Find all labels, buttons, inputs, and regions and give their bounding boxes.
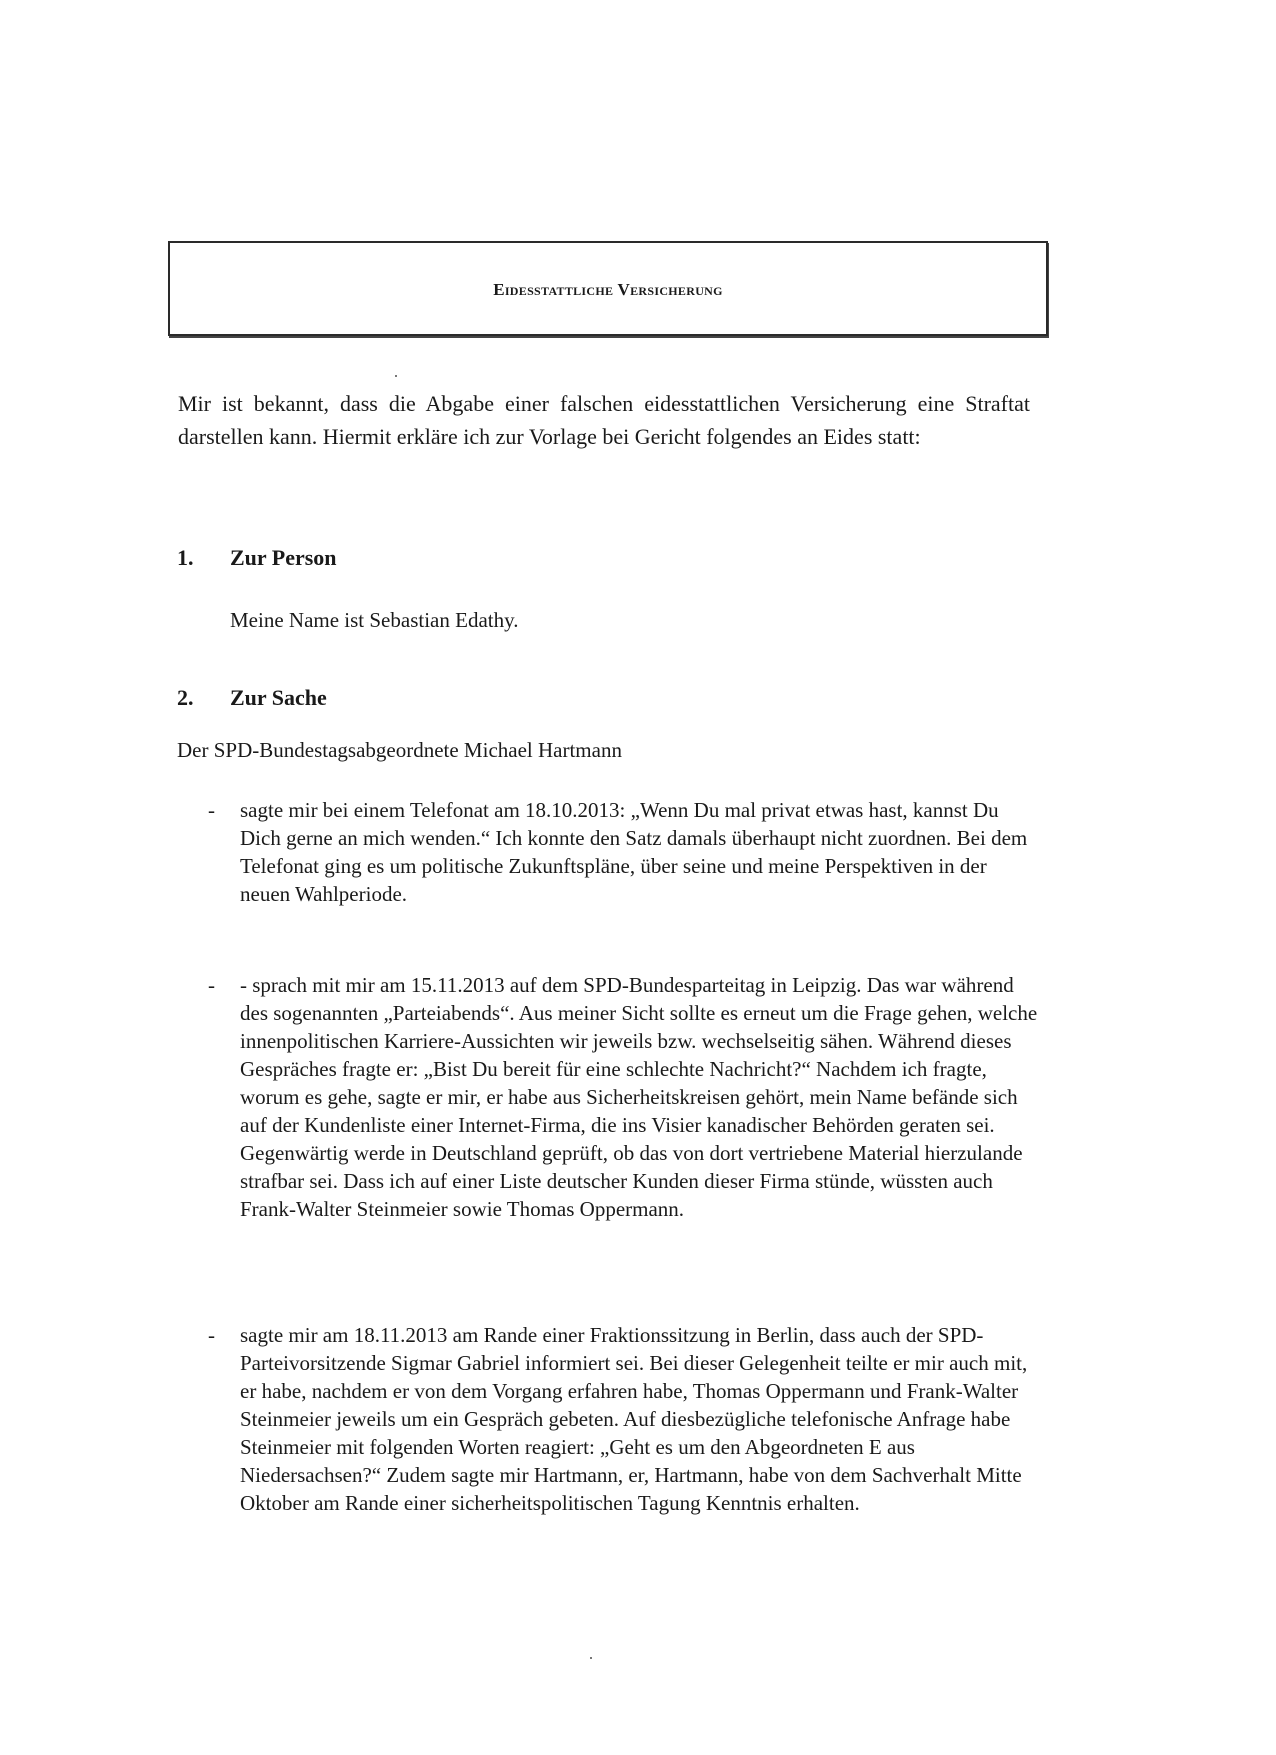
bullet-dash: - — [208, 1323, 215, 1347]
scan-speck — [590, 1657, 592, 1659]
section-number: 1. — [177, 545, 194, 570]
intro-paragraph: Mir ist bekannt, dass die Abgabe einer falschen eidesstattlichen Versicherung eine Straftat darstellen kann. Hiermit erkläre ich zur Vorlage bei Gericht folgendes an Eides statt: — [178, 391, 1030, 449]
section-title: Zur Person — [230, 545, 337, 570]
list-item — [208, 1321, 1048, 1517]
bullet-text: sagte mir am 18.11.2013 am Rande einer Fraktionssitzung in Berlin, dass auch der SPD-Parteivorsitzende Sigmar Gabriel informiert sei. Bei dieser Gelegenheit teilte er mir auch mit, er habe, nachdem er von dem Vorgang erfahren habe, Thomas Oppermann und Frank-Walter Steinmeier jeweils um ein Gespräch gebeten. Auf diesbezügliche telefonische Anfrage habe Steinmeier mit folgenden Worten reagiert: „Geht es um den Abgeordneten E aus Niedersachsen?“ Zudem sagte mir Hartmann, er, Hartmann, habe von dem Sachverhalt Mitte Oktober am Rande einer sicherheitspolitischen Tagung Kenntnis erhalten. — [240, 1323, 1028, 1515]
list-item — [208, 971, 1048, 1223]
bullet-text: - sprach mit mir am 15.11.2013 auf dem SPD-Bundesparteitag in Leipzig. Das war während des sogenannten „Parteiabends“. Aus meiner Sicht sollte es erneut um die Frage gehen, welche innenpolitischen Karriere-Aussichten wir jeweils bzw. wechselseitig sähen. Während dieses Gespräches fragte er: „Bist Du bereit für eine schlechte Nachricht?“ Nachdem ich fragte, worum es gehe, sagte er mir, er habe aus Sicherheitskreisen gehört, mein Name befände sich auf der Kundenliste einer Internet-Firma, die ins Visier kanadischer Behörden geraten sei. Gegenwärtig werde in Deutschland geprüft, ob das von dort vertriebene Material hierzulande strafbar sei. Dass ich auf einer Liste deutscher Kunden dieser Firma stünde, wüssten auch Frank-Walter Steinmeier sowie Thomas Oppermann. — [240, 973, 1038, 1221]
section-number: 2. — [177, 685, 194, 710]
list-item — [208, 796, 1048, 908]
sache-intro-line: Der SPD-Bundestagsabgeordnete Michael Hartmann — [177, 738, 622, 762]
bullet-dash: - — [208, 973, 215, 997]
bullet-dash: - — [208, 798, 215, 822]
section-title: Zur Sache — [230, 685, 327, 710]
scan-speck — [395, 375, 397, 377]
bullet-text: sagte mir bei einem Telefonat am 18.10.2013: „Wenn Du mal privat etwas hast, kannst Du Dich gerne an mich wenden.“ Ich konnte den Satz damals überhaupt nicht zuordnen. Bei dem Telefonat ging es um politische Zukunftspläne, über seine und meine Perspektiven in der neuen Wahlperiode. — [240, 798, 1028, 906]
document-title: Eidesstattliche Versicherung — [493, 280, 723, 299]
person-statement: Meine Name ist Sebastian Edathy. — [230, 608, 519, 632]
title-box — [168, 241, 1048, 336]
